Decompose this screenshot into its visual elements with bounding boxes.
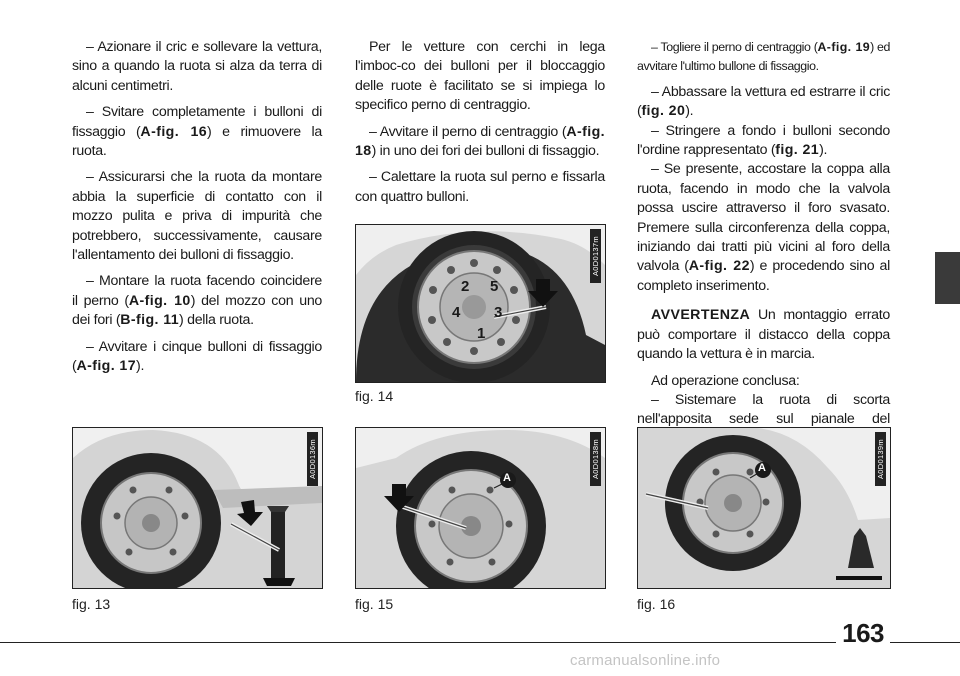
wheel-illustration — [356, 225, 605, 382]
figure-caption: fig. 14 — [355, 388, 394, 404]
figure-reference: fig. 20 — [641, 103, 686, 120]
wheel-illustration — [638, 428, 890, 588]
figure-13-jack-lifting — [72, 427, 323, 589]
figure-16-last-bolt — [637, 427, 891, 589]
wheel-illustration — [356, 428, 605, 588]
figure-code: A0D0139m — [875, 432, 886, 486]
figure-caption: fig. 16 — [637, 596, 676, 612]
footer-rule — [0, 642, 960, 643]
paragraph: – Assicurarsi che la ruota da montare abbia la superficie di contatto con il mozzo pulita e priva di impurità che potrebbero, successivamente, causare l'allentamento dei bulloni di fissaggio. — [72, 169, 322, 264]
figure-reference: A-fig. 18 — [355, 123, 605, 160]
paragraph: – Stringere a fondo i bulloni secondo l'ordine rappresentato (fig. 21). — [637, 122, 890, 159]
bolt-number: 3 — [494, 304, 503, 321]
warning-title: AVVERTENZA — [651, 307, 751, 324]
figure-reference: B-fig. 11 — [120, 312, 180, 329]
text-column-1 — [72, 38, 322, 384]
paragraph: – Montare la ruota facendo coincidere il perno (A-fig. 10) del mozzo con uno dei fori (B-fig. 11) della ruota. — [72, 273, 323, 329]
figure-caption: fig. 15 — [355, 596, 394, 612]
paragraph: – Se presente, accostare la coppa alla ruota, facendo in modo che la valvola possa uscire attraverso il foro svasato. Premere sulla circonferenza della coppa, iniziando dai tratti più vicini al foro della valvola (A-fig. 22) e procedendo sino al completo inserimento. — [637, 161, 890, 294]
figure-caption: fig. 13 — [72, 596, 111, 612]
figure-reference: fig. 21 — [775, 142, 820, 159]
paragraph: – Avvitare i cinque bulloni di fissaggio (A-fig. 17). — [72, 338, 322, 375]
text-column-3 — [637, 38, 890, 469]
paragraph: Per le vetture con cerchi in lega l'imboc-co dei bulloni per il bloccaggio delle ruote è facilitato se si impiega lo specifico perno di centraggio. — [355, 39, 605, 114]
paragraph: – Azionare il cric e sollevare la vettura, sino a quando la ruota si alza da terra di alcuni centimetri. — [72, 39, 322, 94]
pin-marker-label: A — [758, 462, 766, 474]
jack-illustration — [73, 428, 322, 588]
warning-paragraph: AVVERTENZA Un montaggio errato può comportare il distacco della coppa quando la vettura è in marcia. — [637, 307, 890, 363]
paragraph: – Svitare completamente i bulloni di fissaggio (A-fig. 16) e rimuovere la ruota. — [72, 104, 322, 160]
text-column-2 — [355, 38, 605, 214]
figure-reference: A-fig. 16 — [140, 123, 208, 140]
figure-reference: A-fig. 10 — [128, 292, 191, 309]
figure-reference: A-fig. 17 — [76, 358, 137, 375]
figure-code: A0D0138m — [590, 432, 601, 486]
paragraph: Ad operazione conclusa: — [651, 372, 800, 389]
paragraph: – Togliere il perno di centraggio (A-fig. 19) ed avvitare l'ultimo bullone di fissaggio. — [637, 40, 890, 74]
figure-reference: A-fig. 22 — [688, 258, 750, 275]
paragraph: – Calettare la ruota sul perno e fissarla con quattro bulloni. — [355, 169, 605, 205]
paragraph: – Sistemare la ruota di scorta nell'apposita sede sul pianale del — [637, 391, 890, 469]
bolt-number: 5 — [490, 278, 499, 295]
watermark: carmanualsonline.info — [570, 652, 721, 669]
figure-code: A0D0137m — [590, 229, 601, 283]
pin-marker-label: A — [503, 472, 511, 484]
figure-reference: A-fig. 19 — [817, 40, 871, 54]
figure-15-centring-pin — [355, 427, 606, 589]
paragraph: – Abbassare la vettura ed estrarre il cric (fig. 20). — [637, 83, 890, 120]
bolt-number: 2 — [461, 278, 470, 295]
page-number: 163 — [836, 618, 890, 649]
paragraph: – Avvitare il perno di centraggio (A-fig. 18) in uno dei fori dei bulloni di fissaggio. — [355, 123, 605, 160]
bolt-number: 1 — [477, 325, 486, 342]
bolt-number: 4 — [452, 304, 461, 321]
figure-code: A0D0136m — [307, 432, 318, 486]
section-tab — [935, 252, 960, 304]
figure-14-wheel-bolt-order — [355, 224, 606, 383]
